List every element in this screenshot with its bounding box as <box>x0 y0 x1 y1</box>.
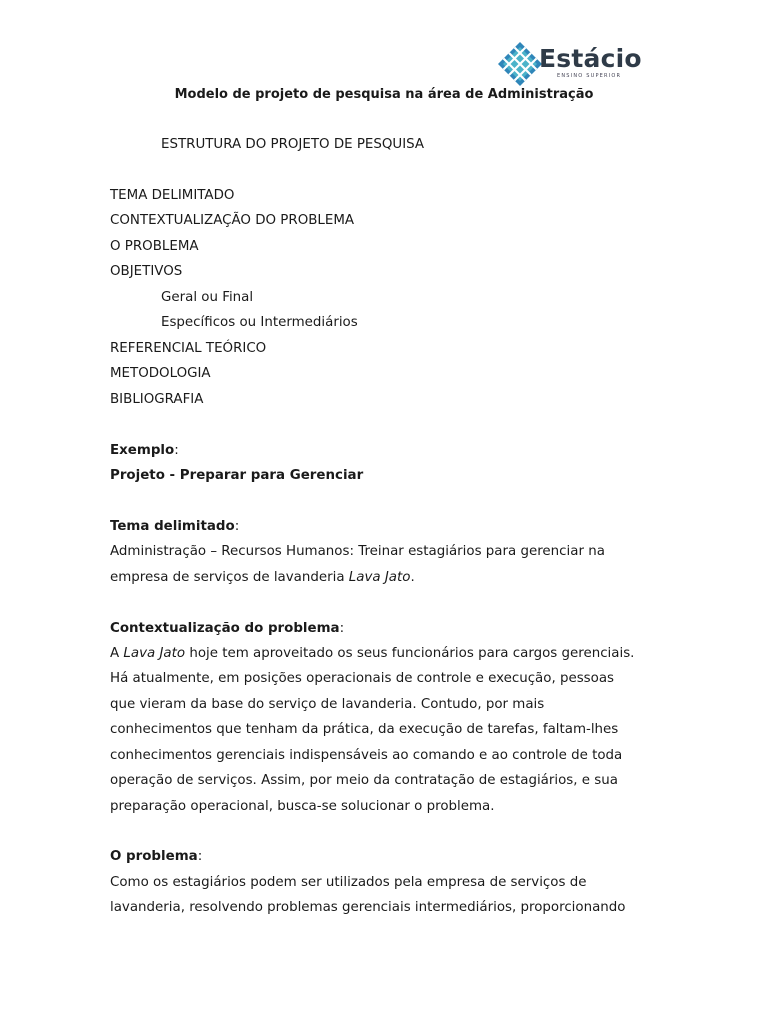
tema-text-line: Administração – Recursos Humanos: Treinar estagiários para gerenciar na <box>110 544 605 559</box>
contexto-text-post: hoje tem aproveitado os seus funcionários para cargos gerenciais. <box>185 646 635 661</box>
tema-text-line <box>110 570 415 586</box>
contexto-label: Contextualização do problema <box>110 621 340 636</box>
structure-sub-item: Geral ou Final <box>161 290 254 305</box>
logo-subtext: ENSINO SUPERIOR <box>557 73 622 79</box>
contexto-text-pre: A <box>110 646 124 661</box>
tema-heading <box>110 519 239 535</box>
structure-item: CONTEXTUALIZAÇÃO DO PROBLEMA <box>110 213 355 228</box>
contexto-heading <box>110 621 344 637</box>
document-title: Modelo de projeto de pesquisa na área de Administração <box>174 87 594 102</box>
tema-text-pre: empresa de serviços de lavanderia <box>110 570 349 585</box>
contexto-text-line: que vieram da base do serviço de lavanderia. Contudo, por mais <box>110 697 545 712</box>
problema-colon: : <box>197 849 203 864</box>
company-name: Lava Jato <box>348 570 411 585</box>
contexto-text-line: preparação operacional, busca-se solucionar o problema. <box>110 799 495 814</box>
problema-heading <box>110 849 202 865</box>
problema-text-line: Como os estagiários podem ser utilizados pela empresa de serviços de <box>110 875 587 890</box>
example-colon: : <box>174 443 179 458</box>
estacio-logo <box>497 41 642 89</box>
contexto-text-line: operação de serviços. Assim, por meio da contratação de estagiários, e sua <box>110 773 618 788</box>
contexto-text-line: conhecimentos gerenciais indispensáveis ao comando e ao controle de toda <box>110 748 623 763</box>
structure-sub-item: Específicos ou Intermediários <box>161 315 358 330</box>
contexto-text-line: conhecimentos que tenham da prática, da execução de tarefas, faltam-lhes <box>110 722 619 737</box>
contexto-text-line <box>110 646 634 662</box>
structure-item: OBJETIVOS <box>110 264 183 279</box>
project-title: Projeto - Preparar para Gerenciar <box>110 468 364 483</box>
structure-item: METODOLOGIA <box>110 366 211 381</box>
structure-item: O PROBLEMA <box>110 239 199 254</box>
tema-colon: : <box>234 519 240 534</box>
structure-heading: ESTRUTURA DO PROJETO DE PESQUISA <box>161 137 425 152</box>
structure-item: TEMA DELIMITADO <box>110 188 235 203</box>
contexto-colon: : <box>339 621 345 636</box>
example-label: Exemplo <box>110 443 175 458</box>
problema-label: O problema <box>110 849 198 864</box>
structure-item: REFERENCIAL TEÓRICO <box>110 341 267 356</box>
example-heading <box>110 443 179 459</box>
tema-text-post: . <box>410 570 415 585</box>
logo-wordmark: Estácio <box>539 44 642 73</box>
problema-text-line: lavanderia, resolvendo problemas gerenciais intermediários, proporcionando <box>110 900 626 915</box>
estacio-logo-mark <box>497 41 543 87</box>
tema-label: Tema delimitado <box>110 519 235 534</box>
company-name: Lava Jato <box>123 646 186 661</box>
contexto-text-line: Há atualmente, em posições operacionais de controle e execução, pessoas <box>110 671 615 686</box>
structure-item: BIBLIOGRAFIA <box>110 392 204 407</box>
